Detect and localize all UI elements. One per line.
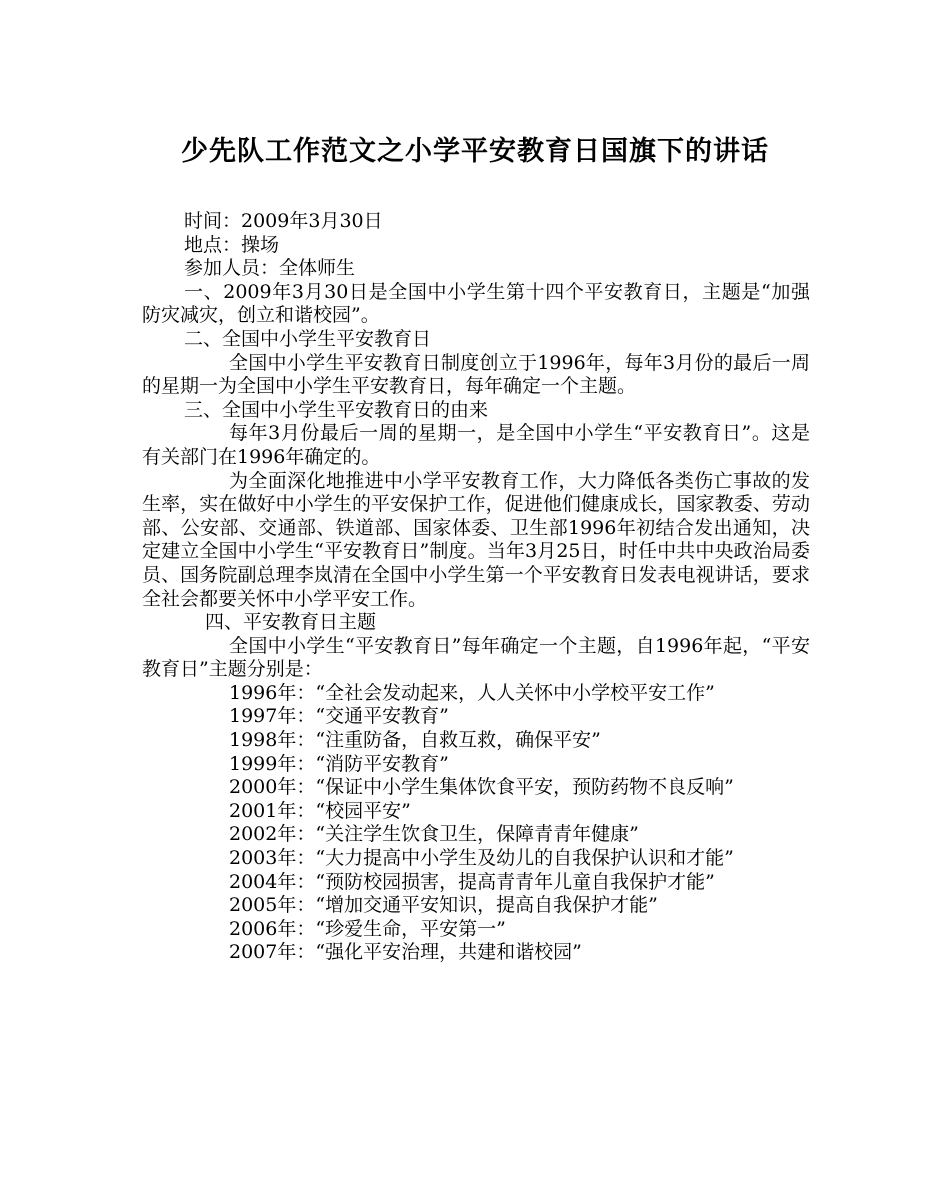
paragraph: 1999年：“消防平安教育”	[229, 752, 449, 775]
document-title: 少先队工作范文之小学平安教育日国旗下的讲话	[181, 136, 769, 167]
paragraph: 2001年：“校园平安”	[229, 799, 411, 822]
paragraph: 2003年：“大力提高中小学生及幼儿的自我保护认识和才能”	[229, 847, 734, 870]
paragraph: 1998年：“注重防备，自救互救，确保平安”	[229, 729, 601, 752]
paragraph: 2005年：“增加交通平安知识，提高自我保护才能”	[229, 894, 658, 917]
paragraph: 为全面深化地推进中小学平安教育工作，大力降低各类伤亡事故的发生率，实在做好中小学生的平安保护工作，促进他们健康成长，国家教委、劳动部、公安部、交通部、铁道部、国家体委、卫生部1996年初结合发出通知，决定建立全国中小学生“平安教育日”制度。当年3月25日，时任中共中央政治局委员、国务院副总理李岚清在全国中小学生第一个平安教育日发表电视讲话，要求全社会都要关怀中小学平安工作。	[142, 469, 810, 610]
paragraph: 参加人员：全体师生	[184, 257, 356, 280]
paragraph: 2006年：“珍爱生命，平安第一”	[229, 917, 506, 940]
paragraph: 每年3月份最后一周的星期一，是全国中小学生“平安教育日”。这是有关部门在1996年确定的。	[142, 422, 810, 468]
paragraph: 2004年：“预防校园损害，提高青青年儿童自我保护才能”	[229, 870, 715, 893]
paragraph: 四、平安教育日主题	[205, 611, 377, 634]
document-body	[142, 210, 810, 965]
paragraph: 全国中小学生平安教育日制度创立于1996年，每年3月份的最后一周的星期一为全国中小学生平安教育日，每年确定一个主题。	[142, 351, 810, 398]
paragraph: 2002年：“关注学生饮食卫生，保障青青年健康”	[229, 823, 639, 846]
paragraph: 2007年：“强化平安治理，共建和谐校园”	[229, 941, 582, 964]
paragraph: 1996年：“全社会发动起来，人人关怀中小学校平安工作”	[229, 681, 715, 704]
paragraph: 时间：2009年3月30日	[184, 210, 383, 232]
paragraph: 三、全国中小学生平安教育日的由来	[184, 398, 489, 421]
paragraph: 二、全国中小学生平安教育日	[184, 327, 432, 350]
paragraph: 全国中小学生“平安教育日”每年确定一个主题，自1996年起，“平安教育日”主题分别是：	[142, 634, 810, 681]
paragraph: 1997年：“交通平安教育”	[229, 705, 449, 728]
paragraph: 一、2009年3月30日是全国中小学生第十四个平安教育日，主题是“加强防灾减灾，创立和谐校园”。	[142, 280, 810, 327]
paragraph: 地点：操场	[184, 233, 280, 256]
paragraph: 2000年：“保证中小学生集体饮食平安，预防药物不良反响”	[229, 776, 734, 799]
